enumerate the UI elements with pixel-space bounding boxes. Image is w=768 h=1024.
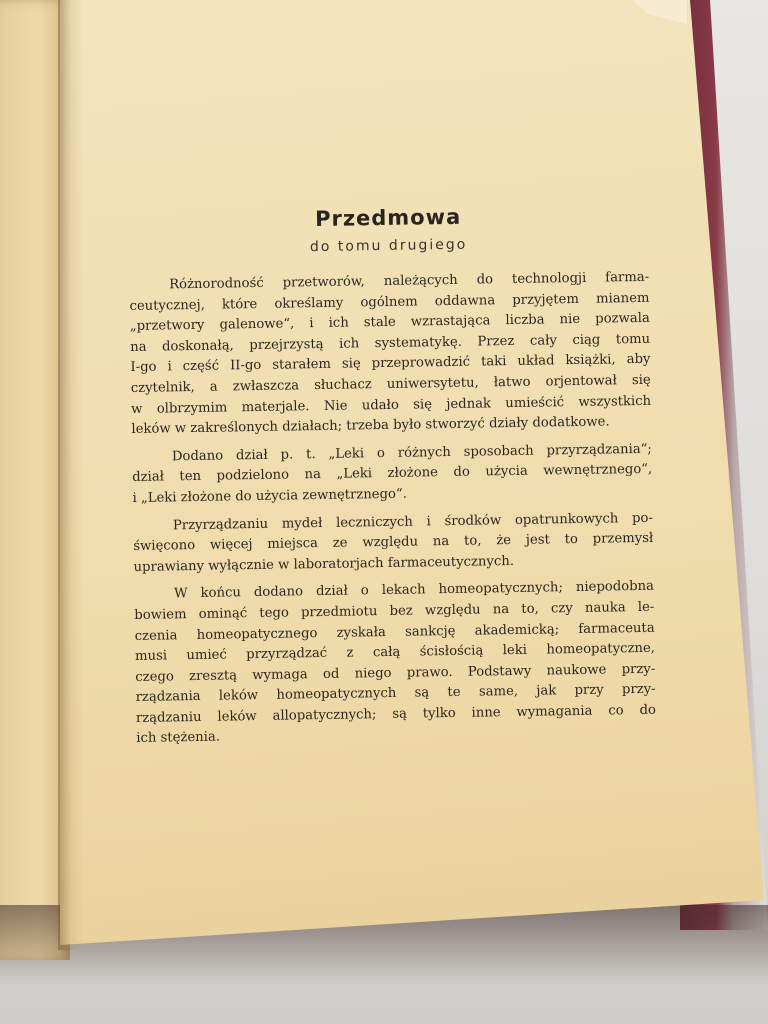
text-line: Przyrządzaniu mydeł leczniczych i środków opatrunkowych po- — [172, 510, 654, 533]
text-line: uprawiany wyłącznie w laboratorjach farmaceutycznych. — [133, 553, 515, 575]
text-line: Dodano dział p. t. „Leki o różnych sposobach przyrządzania“; — [171, 441, 652, 465]
text-line: czego zresztą wymaga od niego prawo. Podstawy naukowe przy- — [135, 661, 656, 685]
text-line: czytelnik, a zwłaszcza słuchacz uniwersytetu, łatwo orjentował się — [130, 372, 651, 396]
text-line: ceutycznej, które określamy ogólnem oddawna przyjętem mianem — [129, 290, 650, 314]
text-line: I-go i część II-go starałem się przeprowadzić taki układ książki, aby — [130, 352, 651, 376]
text-line: na doskonałą, przejrzystą ich systematykę. Przez cały ciąg tomu — [130, 331, 651, 355]
text-line: rządzania leków homeopatycznych są te same, jak przy przy- — [135, 682, 656, 706]
preface-body — [129, 268, 656, 750]
page-title: Przedmowa — [314, 204, 462, 232]
text-line: musi umieć przyrządzać z całą ścisłością leki homeopatyczne, — [134, 640, 656, 665]
text-line: „przetwory galenowe“, i ich stale wzrastająca liczba nie pozwala — [129, 311, 650, 335]
text-line: i „Leki złożone do użycia zewnętrznego“. — [132, 486, 407, 506]
preface-text-block — [128, 202, 657, 757]
text-line: bowiem ominąć tego przedmiotu bez względu na to, czy nauka le- — [134, 599, 655, 623]
text-line: czenia homeopatycznego zyskała sankcję akademicką; farmaceuta — [134, 620, 655, 644]
text-line: dział ten podzielono na „Leki złożone do użycia wewnętrznego“, — [132, 462, 653, 486]
text-line: leków w zakreślonych działach; trzeba było stworzyć działy dodatkowe. — [131, 414, 610, 438]
page-subtitle: do tomu drugiego — [309, 236, 468, 256]
text-line: święcono więcej miejsca ze względu na to, że jest to przemysł — [133, 530, 654, 555]
paragraph — [129, 268, 652, 441]
paragraph — [132, 440, 653, 510]
book-gutter — [58, 0, 84, 950]
text-line: W końcu dodano dział o lekach homeopatycznych; niepodobna — [173, 579, 655, 602]
text-line: Różnorodność przetworów, należących do technologji farma- — [169, 269, 650, 293]
paragraph — [133, 508, 654, 578]
paragraph — [134, 577, 657, 750]
text-line: ich stężenia. — [136, 730, 221, 747]
text-line: w olbrzymim materjale. Nie udało się jednak umieścić wszystkich — [131, 393, 652, 417]
text-line: rządzaniu leków allopatycznych; są tylko inne wymagania co do — [135, 702, 657, 726]
